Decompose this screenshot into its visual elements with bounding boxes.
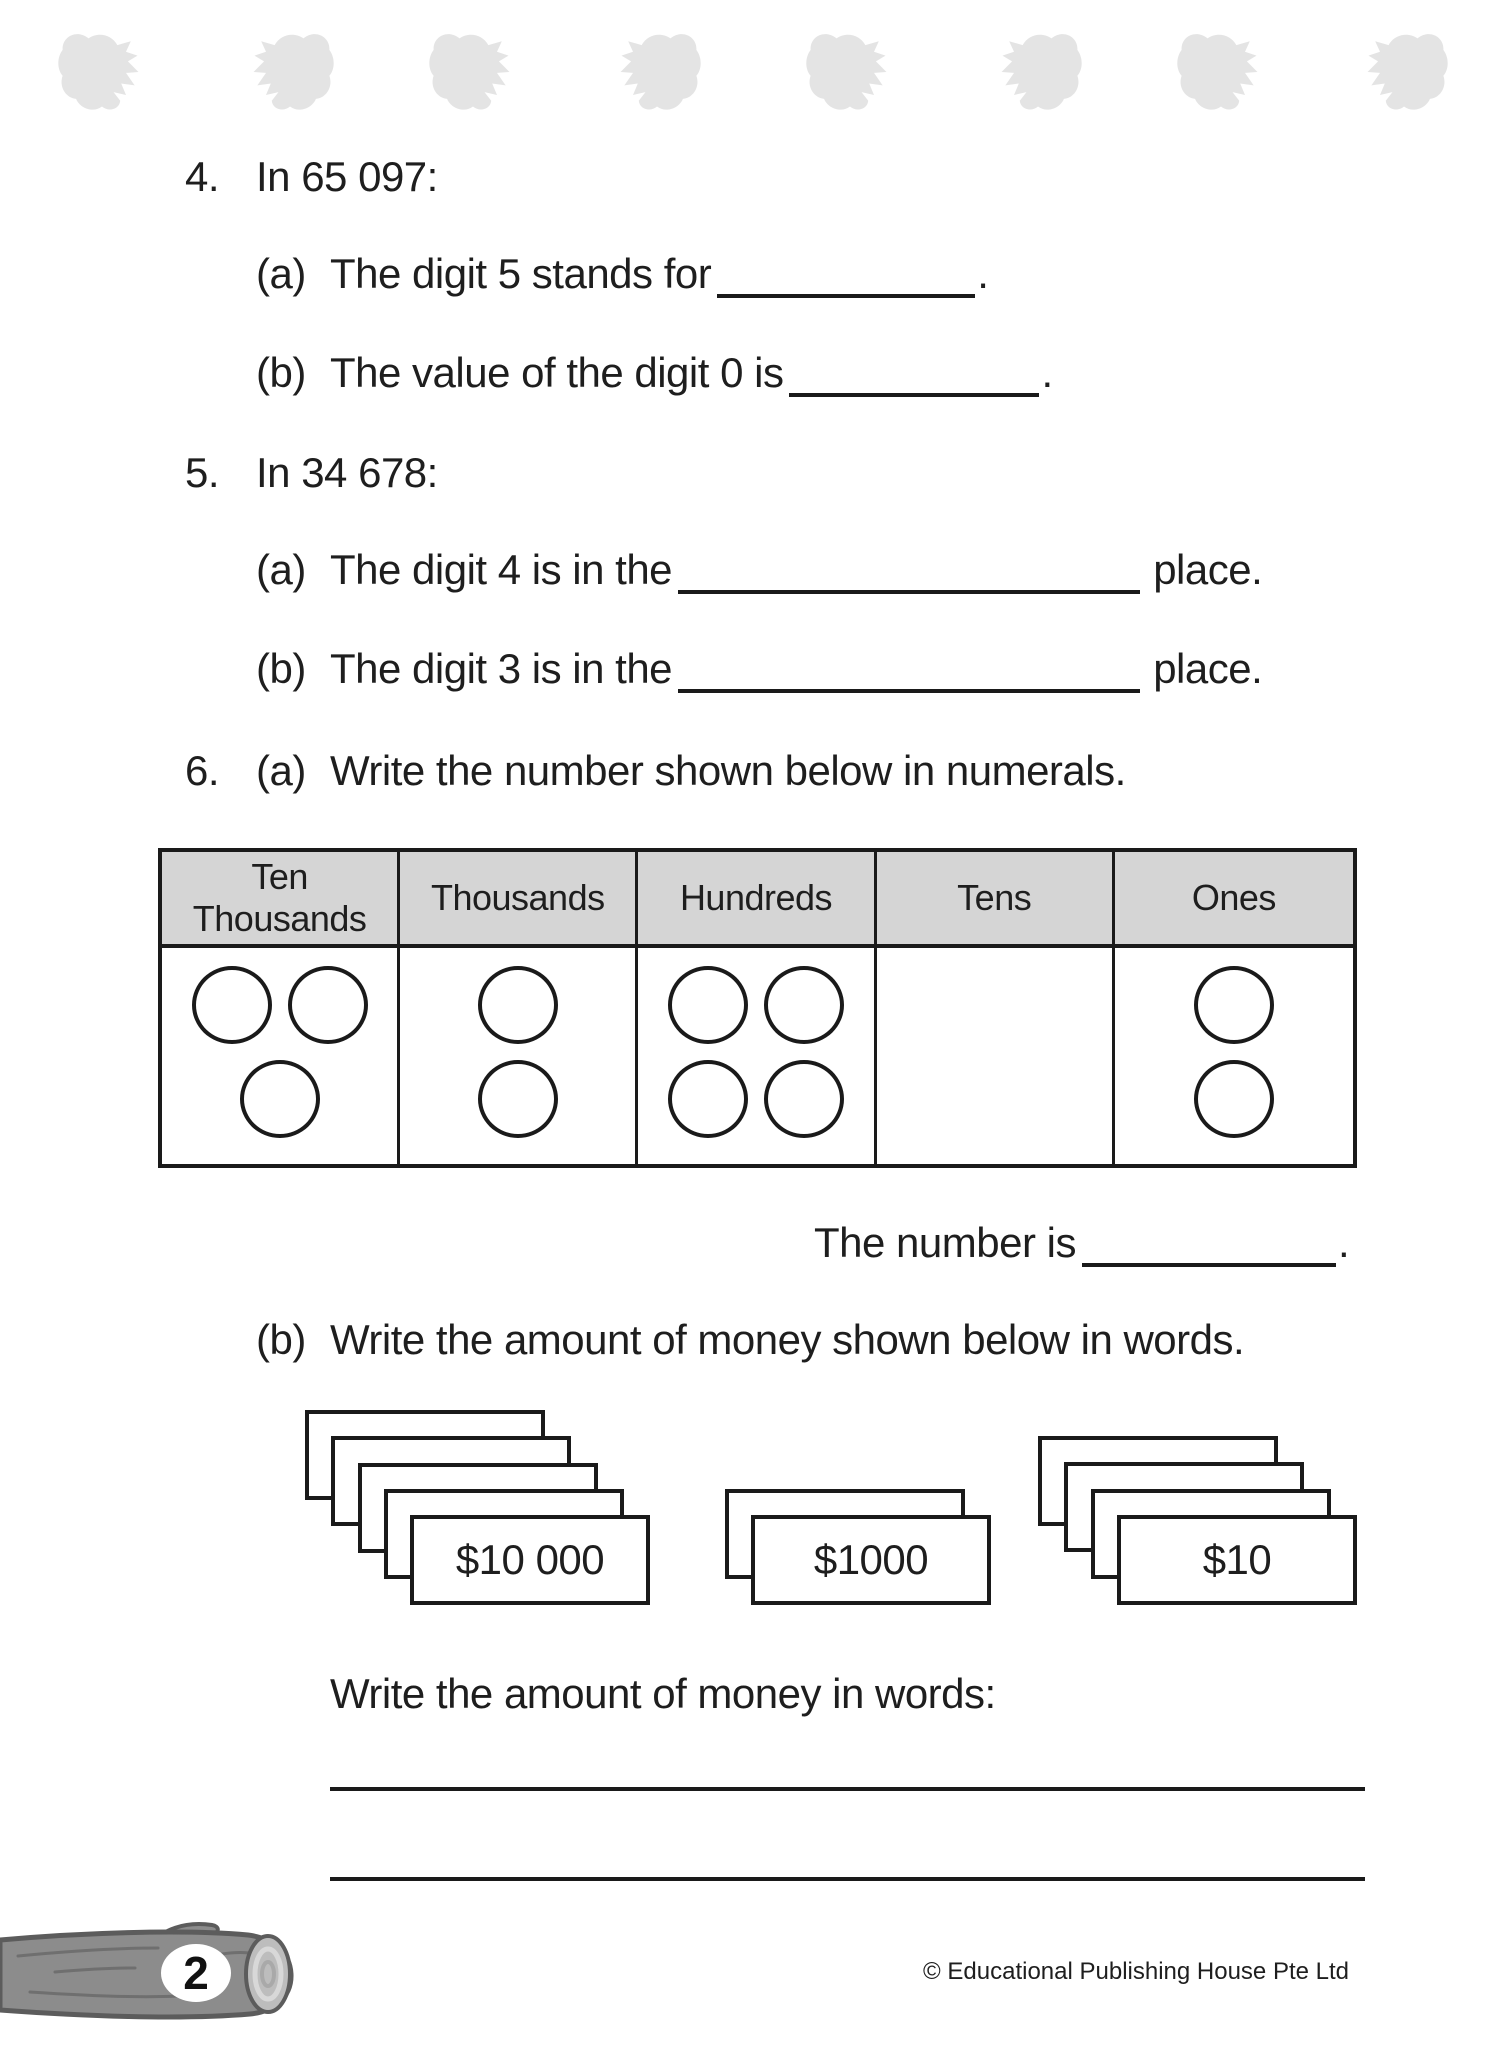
counter-circle	[478, 966, 558, 1044]
question-6b	[256, 1314, 1244, 1366]
part-label: (a)	[256, 747, 306, 794]
column-header: Tens	[877, 852, 1115, 944]
banknote-front	[1117, 1515, 1357, 1605]
question-suffix: .	[1337, 1219, 1350, 1266]
counter-circle	[668, 966, 748, 1044]
animal-silhouette-icon	[609, 26, 705, 116]
answer-rule-line	[330, 1877, 1365, 1881]
counter-row	[478, 966, 558, 1044]
question-suffix: place.	[1153, 546, 1263, 593]
banknote-stack-10000	[305, 1410, 655, 1610]
animal-silhouette-icon	[242, 26, 338, 116]
table-cell-ten-thousands	[162, 948, 400, 1164]
copyright-notice: © Educational Publishing House Pte Ltd	[923, 1958, 1349, 1985]
table-header-row	[162, 852, 1353, 948]
page-number: 2	[183, 1947, 209, 1999]
animal-silhouette-icon	[1356, 26, 1452, 116]
counter-circle	[764, 966, 844, 1044]
part-label: (a)	[256, 546, 306, 593]
question-text: Write the amount of money in words:	[330, 1670, 996, 1717]
banknote-value: $10 000	[455, 1536, 605, 1583]
question-number: 4.	[185, 153, 220, 200]
money-illustration	[0, 1406, 1497, 1616]
question-6a-heading	[185, 745, 1126, 797]
question-text: The value of the digit 0 is	[330, 349, 784, 396]
column-header: Ten Thousands	[162, 852, 400, 944]
animal-silhouette-icon	[1173, 26, 1269, 116]
question-5b	[256, 643, 1262, 695]
question-5a	[256, 544, 1262, 596]
animal-silhouette-icon	[425, 26, 521, 116]
counter-row	[1194, 1060, 1274, 1138]
table-cell-thousands	[400, 948, 638, 1164]
table-cell-ones	[1115, 948, 1353, 1164]
counter-circle	[288, 966, 368, 1044]
column-header: Hundreds	[638, 852, 876, 944]
answer-blank	[678, 548, 1140, 594]
place-value-table	[158, 848, 1357, 1168]
part-label: (a)	[256, 250, 306, 297]
answer-rule-line	[330, 1787, 1365, 1791]
question-text: Write the amount of money shown below in words.	[330, 1316, 1245, 1363]
question-4b	[256, 347, 1053, 399]
question-text: The digit 4 is in the	[330, 546, 673, 593]
counter-row	[478, 1060, 558, 1138]
banknote-stack-1000	[725, 1489, 1000, 1614]
question-text: In 34 678:	[256, 449, 438, 496]
write-words-instruction	[330, 1668, 996, 1720]
log-page-number-graphic	[0, 1922, 300, 2048]
question-4-heading	[185, 151, 438, 203]
counter-row	[1194, 966, 1274, 1044]
counter-row	[192, 966, 368, 1044]
banknote-value: $10	[1202, 1536, 1272, 1583]
counter-circle	[192, 966, 272, 1044]
question-number: 6.	[185, 747, 220, 794]
table-cell-hundreds	[638, 948, 876, 1164]
counter-circle	[1194, 966, 1274, 1044]
banknote-front	[751, 1515, 991, 1605]
counter-circle	[764, 1060, 844, 1138]
banknote-value: $1000	[813, 1536, 929, 1583]
decorative-header-strip	[0, 0, 1497, 130]
question-4a	[256, 248, 988, 300]
column-header: Thousands	[400, 852, 638, 944]
banknote-stack-10	[1038, 1436, 1363, 1611]
animal-silhouette-icon	[990, 26, 1086, 116]
counter-circle	[478, 1060, 558, 1138]
question-text: The digit 3 is in the	[330, 645, 673, 692]
question-suffix: .	[1041, 349, 1053, 396]
counter-circle	[240, 1060, 320, 1138]
question-suffix: .	[977, 250, 989, 297]
question-text: In 65 097:	[256, 153, 438, 200]
part-label: (b)	[256, 349, 306, 396]
animal-silhouette-icon	[54, 26, 150, 116]
answer-blank	[1082, 1221, 1336, 1267]
question-text: The digit 5 stands for	[330, 250, 712, 297]
counter-row	[668, 966, 844, 1044]
question-text: The number is	[814, 1219, 1076, 1266]
animal-silhouette-icon	[802, 26, 898, 116]
table-body-row	[162, 948, 1353, 1164]
question-text: Write the number shown below in numerals.	[330, 747, 1126, 794]
question-number: 5.	[185, 449, 220, 496]
counter-row	[240, 1060, 320, 1138]
answer-blank	[678, 647, 1140, 693]
part-label: (b)	[256, 645, 306, 692]
counter-row	[668, 1060, 844, 1138]
column-header: Ones	[1191, 877, 1276, 918]
number-answer-line	[814, 1217, 1349, 1269]
table-cell-tens	[877, 948, 1115, 1164]
counter-circle	[668, 1060, 748, 1138]
counter-circle	[1194, 1060, 1274, 1138]
part-label: (b)	[256, 1316, 306, 1363]
banknote-front	[410, 1515, 650, 1605]
answer-blank	[717, 252, 975, 298]
question-5-heading	[185, 447, 438, 499]
answer-blank	[789, 351, 1039, 397]
question-suffix: place.	[1153, 645, 1263, 692]
